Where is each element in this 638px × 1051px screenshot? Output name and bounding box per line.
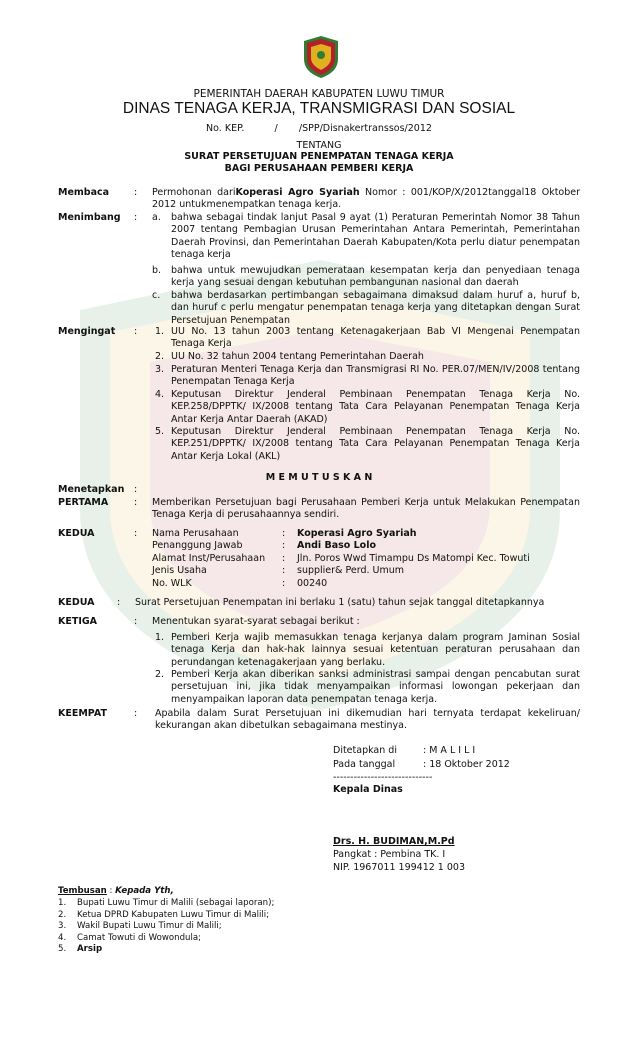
- title-line-1: SURAT PERSETUJUAN PENEMPATAN TENAGA KERJA: [184, 151, 454, 162]
- title-line-2: BAGI PERUSAHAAN PEMBERI KERJA: [224, 163, 414, 174]
- kedua-validity-text: Surat Persetujuan Penempatan ini berlaku 1 (satu) tahun sejak tanggal ditetapkannya: [135, 597, 545, 608]
- table-row: [152, 578, 582, 590]
- ketiga-item-2: Pemberi Kerja akan diberikan sanksi administrasi sampai dengan pencabutan surat persetujuan ini, jika tidak menyampaikan informasi lowongan pekerjaan dan menyampaikan laporan data penempatan tenaga kerja.: [171, 669, 580, 705]
- government-name: PEMERINTAH DAERAH KABUPATEN LUWU TIMUR: [193, 88, 445, 100]
- menimbang-colon: :: [134, 212, 138, 223]
- ketiga-item-1: Pemberi Kerja wajib memasukkan tenaga kerjanya dalam program Jaminan Sosial tenaga Kerja dan hak-hak lainnya sesuai ketentuan peraturan perusahaan dan perundangan ketenagakerjaan yang berlaku.: [171, 632, 580, 668]
- list-mark: 2.: [58, 909, 67, 920]
- mengingat-mark-5: 5.: [155, 426, 165, 437]
- ketiga-intro: Menentukan syarat-syarat sebagai berikut :: [152, 616, 360, 627]
- menimbang-mark-c: c.: [152, 290, 161, 301]
- pertama-text: Memberikan Persetujuan bagi Perusahaan Pemberi Kerja untuk Melakukan Penempatan Tenaga Kerja di perusahaannya sendiri.: [152, 497, 580, 521]
- row-key: Jenis Usaha: [152, 565, 207, 577]
- pertama-colon: :: [134, 497, 138, 508]
- menimbang-label: Menimbang: [58, 212, 121, 223]
- list-mark: 1.: [58, 898, 67, 908]
- row-key: No. WLK: [152, 577, 192, 589]
- mengingat-item-5: Keputusan Direktur Jenderal Pembinaan Penempatan Tenaga Kerja No. KEP.251/DPPTK/ IX/2008 tentang Tata Cara Pelayanan Penempatan Tenaga Kerja Antar Kerja Lokal (AKL): [171, 426, 580, 462]
- department-name: DINAS TENAGA KERJA, TRANSMIGRASI DAN SOSIAL: [122, 100, 516, 117]
- row-value: Andi Baso Lolo: [297, 540, 376, 552]
- row-colon: :: [282, 540, 286, 552]
- date-value: : 18 Oktober 2012: [423, 759, 510, 770]
- kedua-validity-label: KEDUA: [58, 597, 95, 608]
- luwu-timur-emblem-icon: [302, 35, 340, 79]
- pertama-label: PERTAMA: [58, 497, 109, 508]
- row-key: Penanggung Jawab: [152, 540, 243, 552]
- table-row: [152, 565, 582, 577]
- date-row: [333, 759, 573, 772]
- tembusan-header: [58, 886, 174, 897]
- ketiga-mark-2: 2.: [155, 669, 165, 680]
- menetapkan-label: Menetapkan: [58, 484, 125, 495]
- signer-rank: Pangkat : Pembina TK. I: [333, 849, 446, 860]
- decree-number: No. KEP. / /SPP/Disnakertranssos/2012: [206, 123, 432, 134]
- mengingat-item-1: UU No. 13 tahun 2003 tentang Ketenagakerjaan Bab VI Mengenai Penempatan Tenaga Kerja: [171, 326, 580, 350]
- list-mark: 3.: [58, 921, 67, 932]
- kedua-colon: :: [134, 528, 138, 539]
- list-mark: 5.: [58, 944, 67, 955]
- document-title: [0, 151, 638, 175]
- list-item: [58, 933, 458, 945]
- membaca-label: Membaca: [58, 187, 110, 198]
- menimbang-mark-a: a.: [152, 212, 161, 223]
- row-colon: :: [282, 577, 286, 589]
- menetapkan-colon: :: [134, 484, 138, 495]
- membaca-pre: Permohonan dari: [152, 187, 236, 198]
- row-key: Nama Perusahaan: [152, 528, 239, 539]
- list-text: Bupati Luwu Timur di Malili (sebagai laporan);: [77, 898, 275, 908]
- company-details-table: [152, 528, 582, 590]
- list-item: [58, 944, 458, 956]
- row-colon: :: [282, 528, 286, 539]
- row-value: Koperasi Agro Syariah: [297, 528, 417, 539]
- mengingat-mark-1: 1.: [155, 326, 165, 337]
- list-text: Arsip: [77, 944, 103, 955]
- membaca-company: Koperasi Agro Syariah: [235, 187, 360, 198]
- list-mark: 4.: [58, 932, 67, 943]
- memutuskan-heading: M E M U T U S K A N: [265, 472, 373, 483]
- mengingat-item-2: UU No. 32 tahun 2004 tentang Pemerintahan Daerah: [171, 351, 424, 362]
- menimbang-item-c: bahwa berdasarkan pertimbangan sebagaimana dimaksud dalam huruf a, huruf b, dan huruf c perlu mengatur penempatan tenaga kerja yang ditetapkan dengan Surat Persetujuan Penempatan: [171, 290, 580, 326]
- kedua-label: KEDUA: [58, 528, 95, 539]
- mengingat-mark-2: 2.: [155, 351, 165, 362]
- row-colon: :: [282, 565, 286, 577]
- signature-block: [333, 745, 573, 796]
- row-key: Alamat Inst/Perusahaan: [152, 552, 266, 564]
- mengingat-item-3: Peraturan Menteri Tenaga Kerja dan Transmigrasi RI No. PER.07/MEN/IV/2008 tentang Penempatan Tenaga Kerja: [171, 364, 580, 388]
- place-value: : M A L I L I: [423, 745, 476, 756]
- membaca-colon: :: [134, 187, 138, 198]
- signer-nip: NIP. 1967011 199412 1 003: [333, 862, 466, 873]
- membaca-post: Nomor : 001/KOP/X/2012tanggal18 Oktober 2012 untukmenempatkan tenaga kerja.: [152, 187, 581, 211]
- kedua-validity-colon: :: [117, 597, 121, 608]
- tembusan-to: Kepada Yth,: [115, 886, 174, 896]
- list-text: Camat Towuti di Wowondula;: [77, 932, 202, 943]
- mengingat-item-4: Keputusan Direktur Jenderal Pembinaan Penempatan Tenaga Kerja No. KEP.258/DPPTK/ IX/2008 tentang Tata Cara Pelayanan Penempatan Tenaga Kerja Antar Kerja Antar Daerah (AKAD): [171, 389, 580, 425]
- row-colon: :: [282, 552, 286, 564]
- list-item: [58, 921, 458, 933]
- place-label: Ditetapkan di: [333, 745, 397, 756]
- signer-details: [333, 836, 573, 875]
- dash-line: -----------------------------: [333, 772, 433, 783]
- table-row: [152, 540, 582, 552]
- tembusan-list: [58, 898, 458, 956]
- mengingat-label: Mengingat: [58, 326, 116, 337]
- place-row: [333, 745, 573, 759]
- tembusan-sep: :: [106, 886, 116, 896]
- table-row: [152, 553, 582, 565]
- signer-name: Drs. H. BUDIMAN,M.Pd: [333, 836, 455, 847]
- table-row: [152, 528, 582, 540]
- menimbang-item-b: bahwa untuk mewujudkan pemerataan kesempatan kerja dan penyediaan tenaga kerja yang sesuai dengan kebutuhan pembangunan nasional dan daerah: [171, 265, 580, 289]
- menimbang-mark-b: b.: [152, 265, 162, 276]
- list-item: [58, 898, 458, 910]
- ketiga-mark-1: 1.: [155, 632, 165, 643]
- tentang-label: TENTANG: [296, 140, 342, 151]
- signer-title: Kepala Dinas: [333, 784, 403, 795]
- row-value: 00240: [297, 577, 328, 589]
- keempat-text: Apabila dalam Surat Persetujuan ini dikemudian hari ternyata terdapat kekeliruan/ kekurangan akan dibetulkan sebagaimana mestinya.: [155, 708, 580, 732]
- keempat-label: KEEMPAT: [58, 708, 107, 719]
- mengingat-colon: :: [134, 326, 138, 337]
- keempat-colon: :: [134, 708, 138, 719]
- mengingat-mark-4: 4.: [155, 389, 165, 400]
- row-value: supplier& Perd. Umum: [297, 565, 405, 577]
- tembusan-label: Tembusan: [58, 886, 107, 896]
- list-item: [58, 910, 458, 922]
- list-text: Wakil Bupati Luwu Timur di Malili;: [77, 921, 222, 932]
- mengingat-mark-3: 3.: [155, 364, 165, 375]
- ketiga-colon: :: [134, 616, 138, 627]
- row-value: Jln. Poros Wwd Timampu Ds Matompi Kec. Towuti: [297, 552, 530, 564]
- date-label: Pada tanggal: [333, 759, 396, 770]
- membaca-text: [152, 187, 580, 212]
- menimbang-item-a: bahwa sebagai tindak lanjut Pasal 9 ayat (1) Peraturan Pemerintah Nomor 38 Tahun 2007 tentang Pembagian Urusan Pemerintahan Antara Pemerintah, Pemerintahan Daerah Provinsi, dan Pemerintahan Daerah Kabupaten/Kota perlu diatur penempatan tenaga kerja: [171, 212, 580, 261]
- ketiga-label: KETIGA: [58, 616, 98, 627]
- list-text: Ketua DPRD Kabupaten Luwu Timur di Malili;: [77, 909, 270, 920]
